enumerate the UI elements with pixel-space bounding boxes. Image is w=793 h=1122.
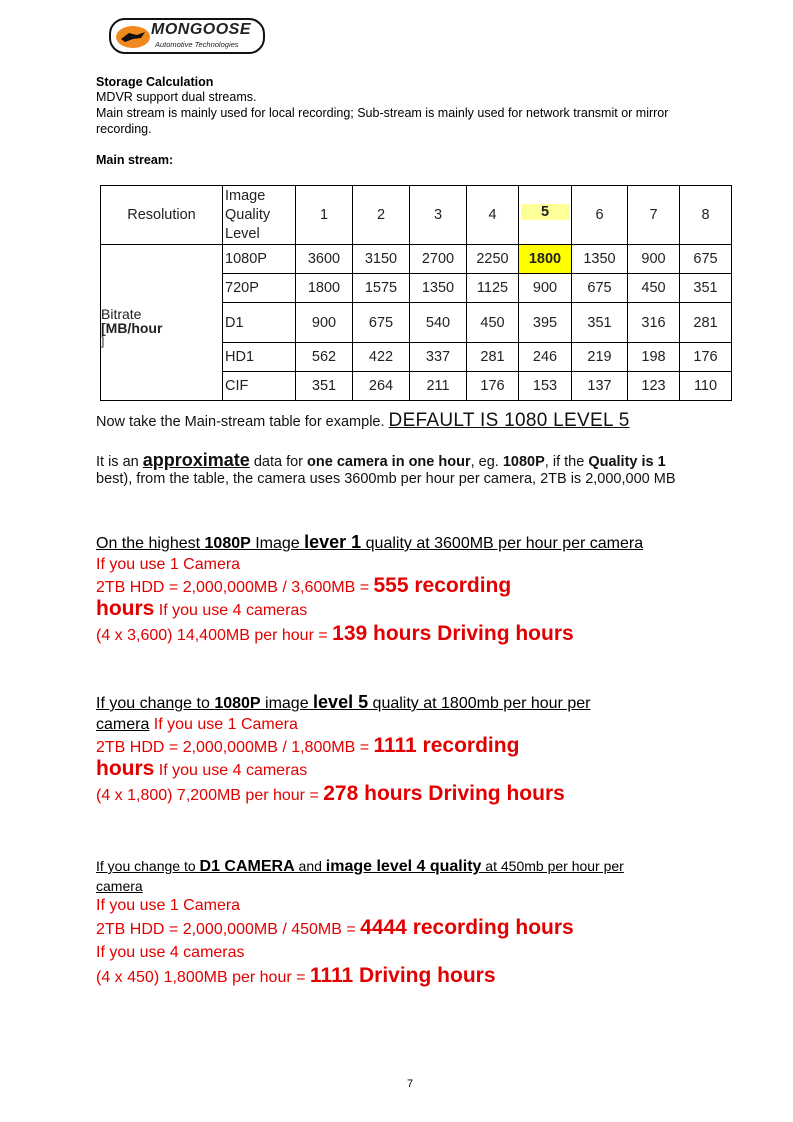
value-cell: 675 — [680, 245, 732, 274]
mongoose-logo-icon — [115, 24, 151, 50]
value-cell: 2700 — [410, 245, 467, 274]
value-cell: 246 — [519, 343, 572, 372]
unit-label: [MB/hour — [101, 319, 163, 336]
table-header-row — [101, 186, 732, 245]
level-header: 6 — [572, 186, 628, 245]
value-cell: 562 — [296, 343, 353, 372]
scenario-1-line-3: hours If you use 4 cameras — [96, 597, 308, 620]
intro-line-2: Main stream is mainly used for local recording; Sub-stream is mainly used for network transmit or mirror — [96, 106, 669, 120]
value-cell: 675 — [572, 274, 628, 303]
scenario-3-line-2: 2TB HDD = 2,000,000MB / 450MB = 4444 recording hours — [96, 916, 574, 939]
table-row — [101, 245, 732, 274]
scenario-2-line-2: 2TB HDD = 2,000,000MB / 1,800MB = 1111 recording — [96, 734, 520, 757]
value-cell: 1350 — [572, 245, 628, 274]
bitrate-table — [100, 185, 732, 401]
section-title: Storage Calculation — [96, 75, 214, 89]
value-cell: 281 — [680, 303, 732, 343]
resolution-cell: 720P — [223, 274, 296, 303]
level-header: 1 — [296, 186, 353, 245]
level-header: 4 — [467, 186, 519, 245]
value-cell: 900 — [296, 303, 353, 343]
value-cell: 3600 — [296, 245, 353, 274]
level-header-highlighted: 5 — [519, 186, 572, 245]
value-cell: 153 — [519, 372, 572, 401]
value-cell: 264 — [353, 372, 410, 401]
level-header: 7 — [628, 186, 680, 245]
scenario-3-heading-cont: camera — [96, 878, 143, 894]
scenario-2-line-4: (4 x 1,800) 7,200MB per hour = 278 hours Driving hours — [96, 782, 565, 805]
value-cell: 1575 — [353, 274, 410, 303]
value-cell: 450 — [628, 274, 680, 303]
value-cell: 316 — [628, 303, 680, 343]
scenario-1-line-1: If you use 1 Camera — [96, 556, 241, 573]
value-cell: 900 — [519, 274, 572, 303]
value-cell: 2250 — [467, 245, 519, 274]
approx-line-1: It is an approximate data for one camera in one hour, eg. 1080P, if the Quality is 1 — [96, 450, 666, 470]
image-quality-header: Image Quality Level — [223, 186, 296, 245]
level-header: 8 — [680, 186, 732, 245]
value-cell: 450 — [467, 303, 519, 343]
scenario-1-line-4: (4 x 3,600) 14,400MB per hour = 139 hours Driving hours — [96, 622, 574, 645]
value-cell: 198 — [628, 343, 680, 372]
resolution-cell: CIF — [223, 372, 296, 401]
example-line: Now take the Main-stream table for example. DEFAULT IS 1080 LEVEL 5 — [96, 410, 630, 431]
logo-tagline: Automotive Technologies — [155, 40, 239, 49]
value-cell: 176 — [467, 372, 519, 401]
level-header: 2 — [353, 186, 410, 245]
value-cell-highlighted: 1800 — [519, 245, 572, 274]
intro-line-1: MDVR support dual streams. — [96, 90, 257, 104]
scenario-3-heading: If you change to D1 CAMERA and image level 4 quality at 450mb per hour per — [96, 858, 624, 875]
value-cell: 540 — [410, 303, 467, 343]
value-cell: 137 — [572, 372, 628, 401]
scenario-2-line-1: camera If you use 1 Camera — [96, 716, 298, 733]
unit-label-close: ] — [101, 333, 105, 348]
value-cell: 219 — [572, 343, 628, 372]
value-cell: 1125 — [467, 274, 519, 303]
scenario-1-line-2: 2TB HDD = 2,000,000MB / 3,600MB = 555 recording — [96, 574, 512, 597]
value-cell: 351 — [572, 303, 628, 343]
value-cell: 176 — [680, 343, 732, 372]
approx-line-2: best), from the table, the camera uses 3600mb per hour per camera, 2TB is 2,000,000 MB — [96, 471, 676, 487]
value-cell: 1800 — [296, 274, 353, 303]
resolution-cell: D1 — [223, 303, 296, 343]
value-cell: 351 — [296, 372, 353, 401]
scenario-3-line-3: If you use 4 cameras — [96, 944, 245, 961]
value-cell: 900 — [628, 245, 680, 274]
resolution-cell: HD1 — [223, 343, 296, 372]
bitrate-label: Bitrate — [101, 305, 142, 322]
value-cell: 675 — [353, 303, 410, 343]
value-cell: 422 — [353, 343, 410, 372]
value-cell: 110 — [680, 372, 732, 401]
value-cell: 123 — [628, 372, 680, 401]
main-stream-heading: Main stream: — [96, 153, 174, 167]
scenario-3-line-1: If you use 1 Camera — [96, 897, 241, 914]
value-cell: 395 — [519, 303, 572, 343]
scenario-2-heading: If you change to 1080P image level 5 quality at 1800mb per hour per — [96, 692, 591, 712]
value-cell: 211 — [410, 372, 467, 401]
scenario-3-line-4: (4 x 450) 1,800MB per hour = 1111 Driving hours — [96, 964, 496, 987]
company-logo — [109, 18, 265, 54]
resolution-cell: 1080P — [223, 245, 296, 274]
bitrate-label-cell — [101, 245, 223, 401]
value-cell: 281 — [467, 343, 519, 372]
intro-line-3: recording. — [96, 122, 152, 136]
resolution-header: Resolution — [101, 186, 223, 245]
value-cell: 337 — [410, 343, 467, 372]
logo-wordmark: MONGOOSE — [151, 21, 252, 38]
page-number: 7 — [407, 1078, 414, 1090]
scenario-1-heading: On the highest 1080P Image lever 1 quality at 3600MB per hour per camera — [96, 532, 644, 552]
value-cell: 351 — [680, 274, 732, 303]
scenario-2-line-3: hours If you use 4 cameras — [96, 757, 308, 780]
value-cell: 1350 — [410, 274, 467, 303]
value-cell: 3150 — [353, 245, 410, 274]
default-note: DEFAULT IS 1080 LEVEL 5 — [388, 410, 630, 431]
level-header: 3 — [410, 186, 467, 245]
